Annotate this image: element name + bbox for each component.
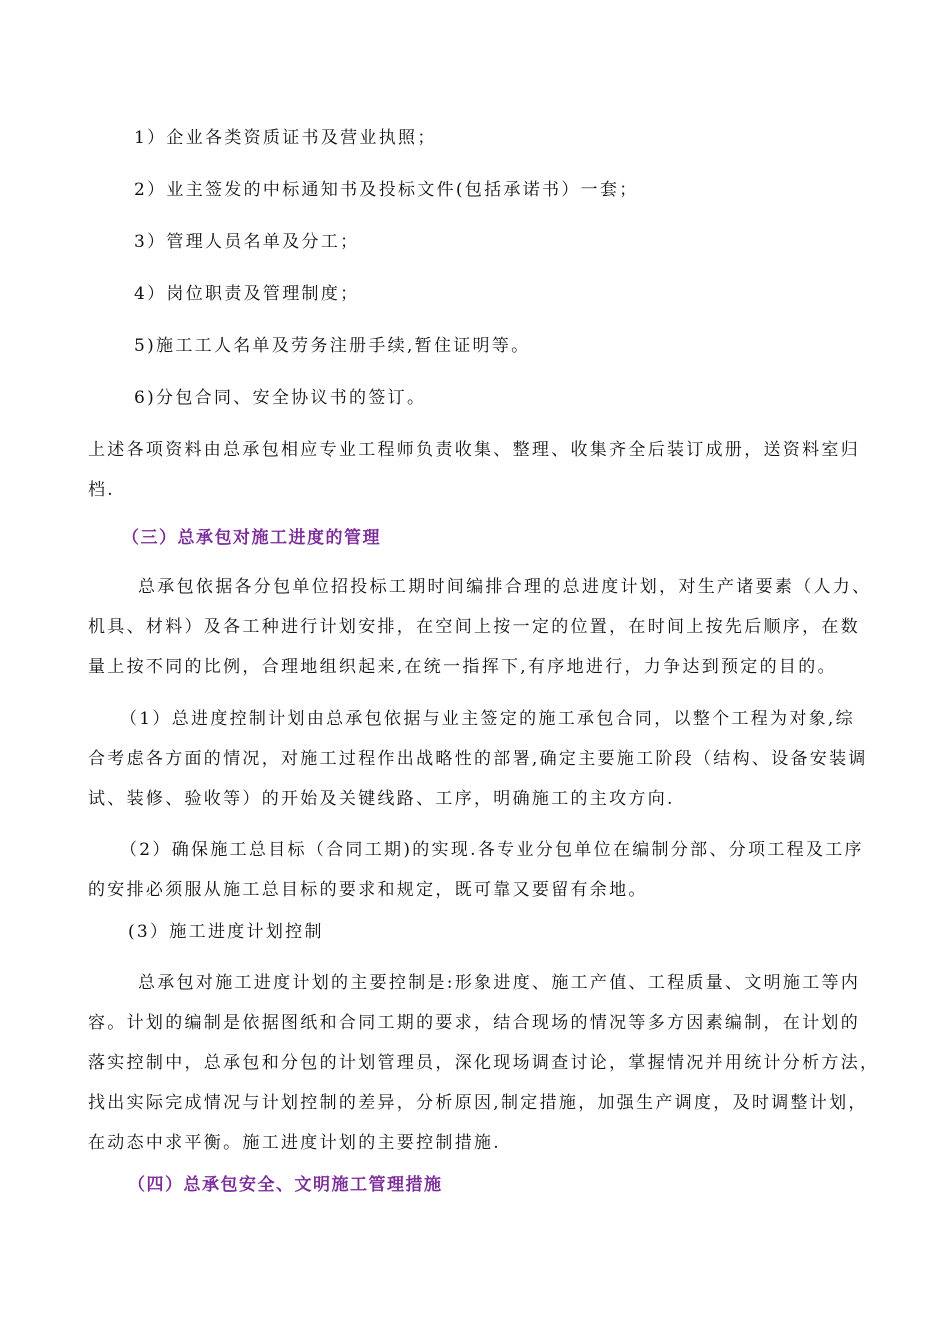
paragraph-line: 总承包依据各分包单位招投标工期时间编排合理的总进度计划，对生产诸要素（人力、: [138, 577, 872, 597]
section-3-heading: （三）总承包对施工进度的管理: [122, 528, 381, 548]
list-item-1: 1）企业各类资质证书及营业执照；: [134, 128, 437, 148]
list-item-5: 5)施工工人名单及劳务注册手续,暂住证明等。: [134, 336, 531, 356]
paragraph-line: 容。计划的编制是依据图纸和合同工期的要求，结合现场的情况等多方因素编制，在计划的: [88, 1013, 860, 1033]
list-item-4: 4）岗位职责及管理制度；: [134, 284, 360, 304]
paragraph-line: 试、装修、验收等）的开始及关键线路、工序，明确施工的主攻方向.: [88, 789, 675, 809]
archive-paragraph-line: 档.: [88, 480, 116, 500]
list-item-6: 6)分包合同、安全协议书的签订。: [134, 388, 427, 408]
section-3-intro: [88, 567, 871, 687]
paragraph-line: 合考虑各方面的情况，对施工过程作出战略性的部署,确定主要施工阶段（结构、设备安装调: [88, 749, 868, 769]
paragraph-line: 机具、材料）及各工种进行计划安排，在空间上按一定的位置，在时间上按先后顺序，在数: [88, 617, 860, 637]
paragraph-line: 在动态中求平衡。施工进度计划的主要控制措施.: [88, 1133, 502, 1153]
paragraph-line: 落实控制中，总承包和分包的计划管理员，深化现场调查讨论，掌握情况并用统计分析方法，: [88, 1053, 880, 1073]
paragraph-line: 找出实际完成情况与计划控制的差异，分析原因,制定措施，加强生产调度，及时调整计划，: [88, 1093, 868, 1113]
archive-paragraph: [88, 430, 860, 510]
archive-paragraph-line: 上述各项资料由总承包相应专业工程师负责收集、整理、收集齐全后装订成册，送资料室归: [88, 440, 860, 460]
paragraph-line: 量上按不同的比例，合理地组织起来,在统一指挥下,有序地进行，力争达到预定的目的。: [88, 657, 837, 677]
section-3-item-2: [88, 830, 864, 910]
paragraph-line: （2）确保施工总目标（合同工期)的实现.各专业分包单位在编制分部、分项工程及工序: [120, 840, 864, 860]
section-3-item-3-body: [88, 963, 879, 1163]
paragraph-line: （1）总进度控制计划由总承包依据与业主签定的施工承包合同，以整个工程为对象,综: [120, 709, 855, 729]
paragraph-line: 总承包对施工进度计划的主要控制是:形象进度、施工产值、工程质量、文明施工等内: [138, 973, 861, 993]
paragraph-line: 的安排必须服从施工总目标的要求和规定，既可靠又要留有余地。: [88, 880, 648, 900]
section-3-item-1: [88, 699, 868, 819]
list-item-2: 2）业主签发的中标通知书及投标文件(包括承诺书）一套；: [134, 180, 639, 200]
list-item-3: 3）管理人员名单及分工；: [134, 232, 360, 252]
section-3-item-3-title: (3）施工进度计划控制: [128, 922, 324, 942]
section-4-heading: （四）总承包安全、文明施工管理措施: [128, 1175, 443, 1195]
